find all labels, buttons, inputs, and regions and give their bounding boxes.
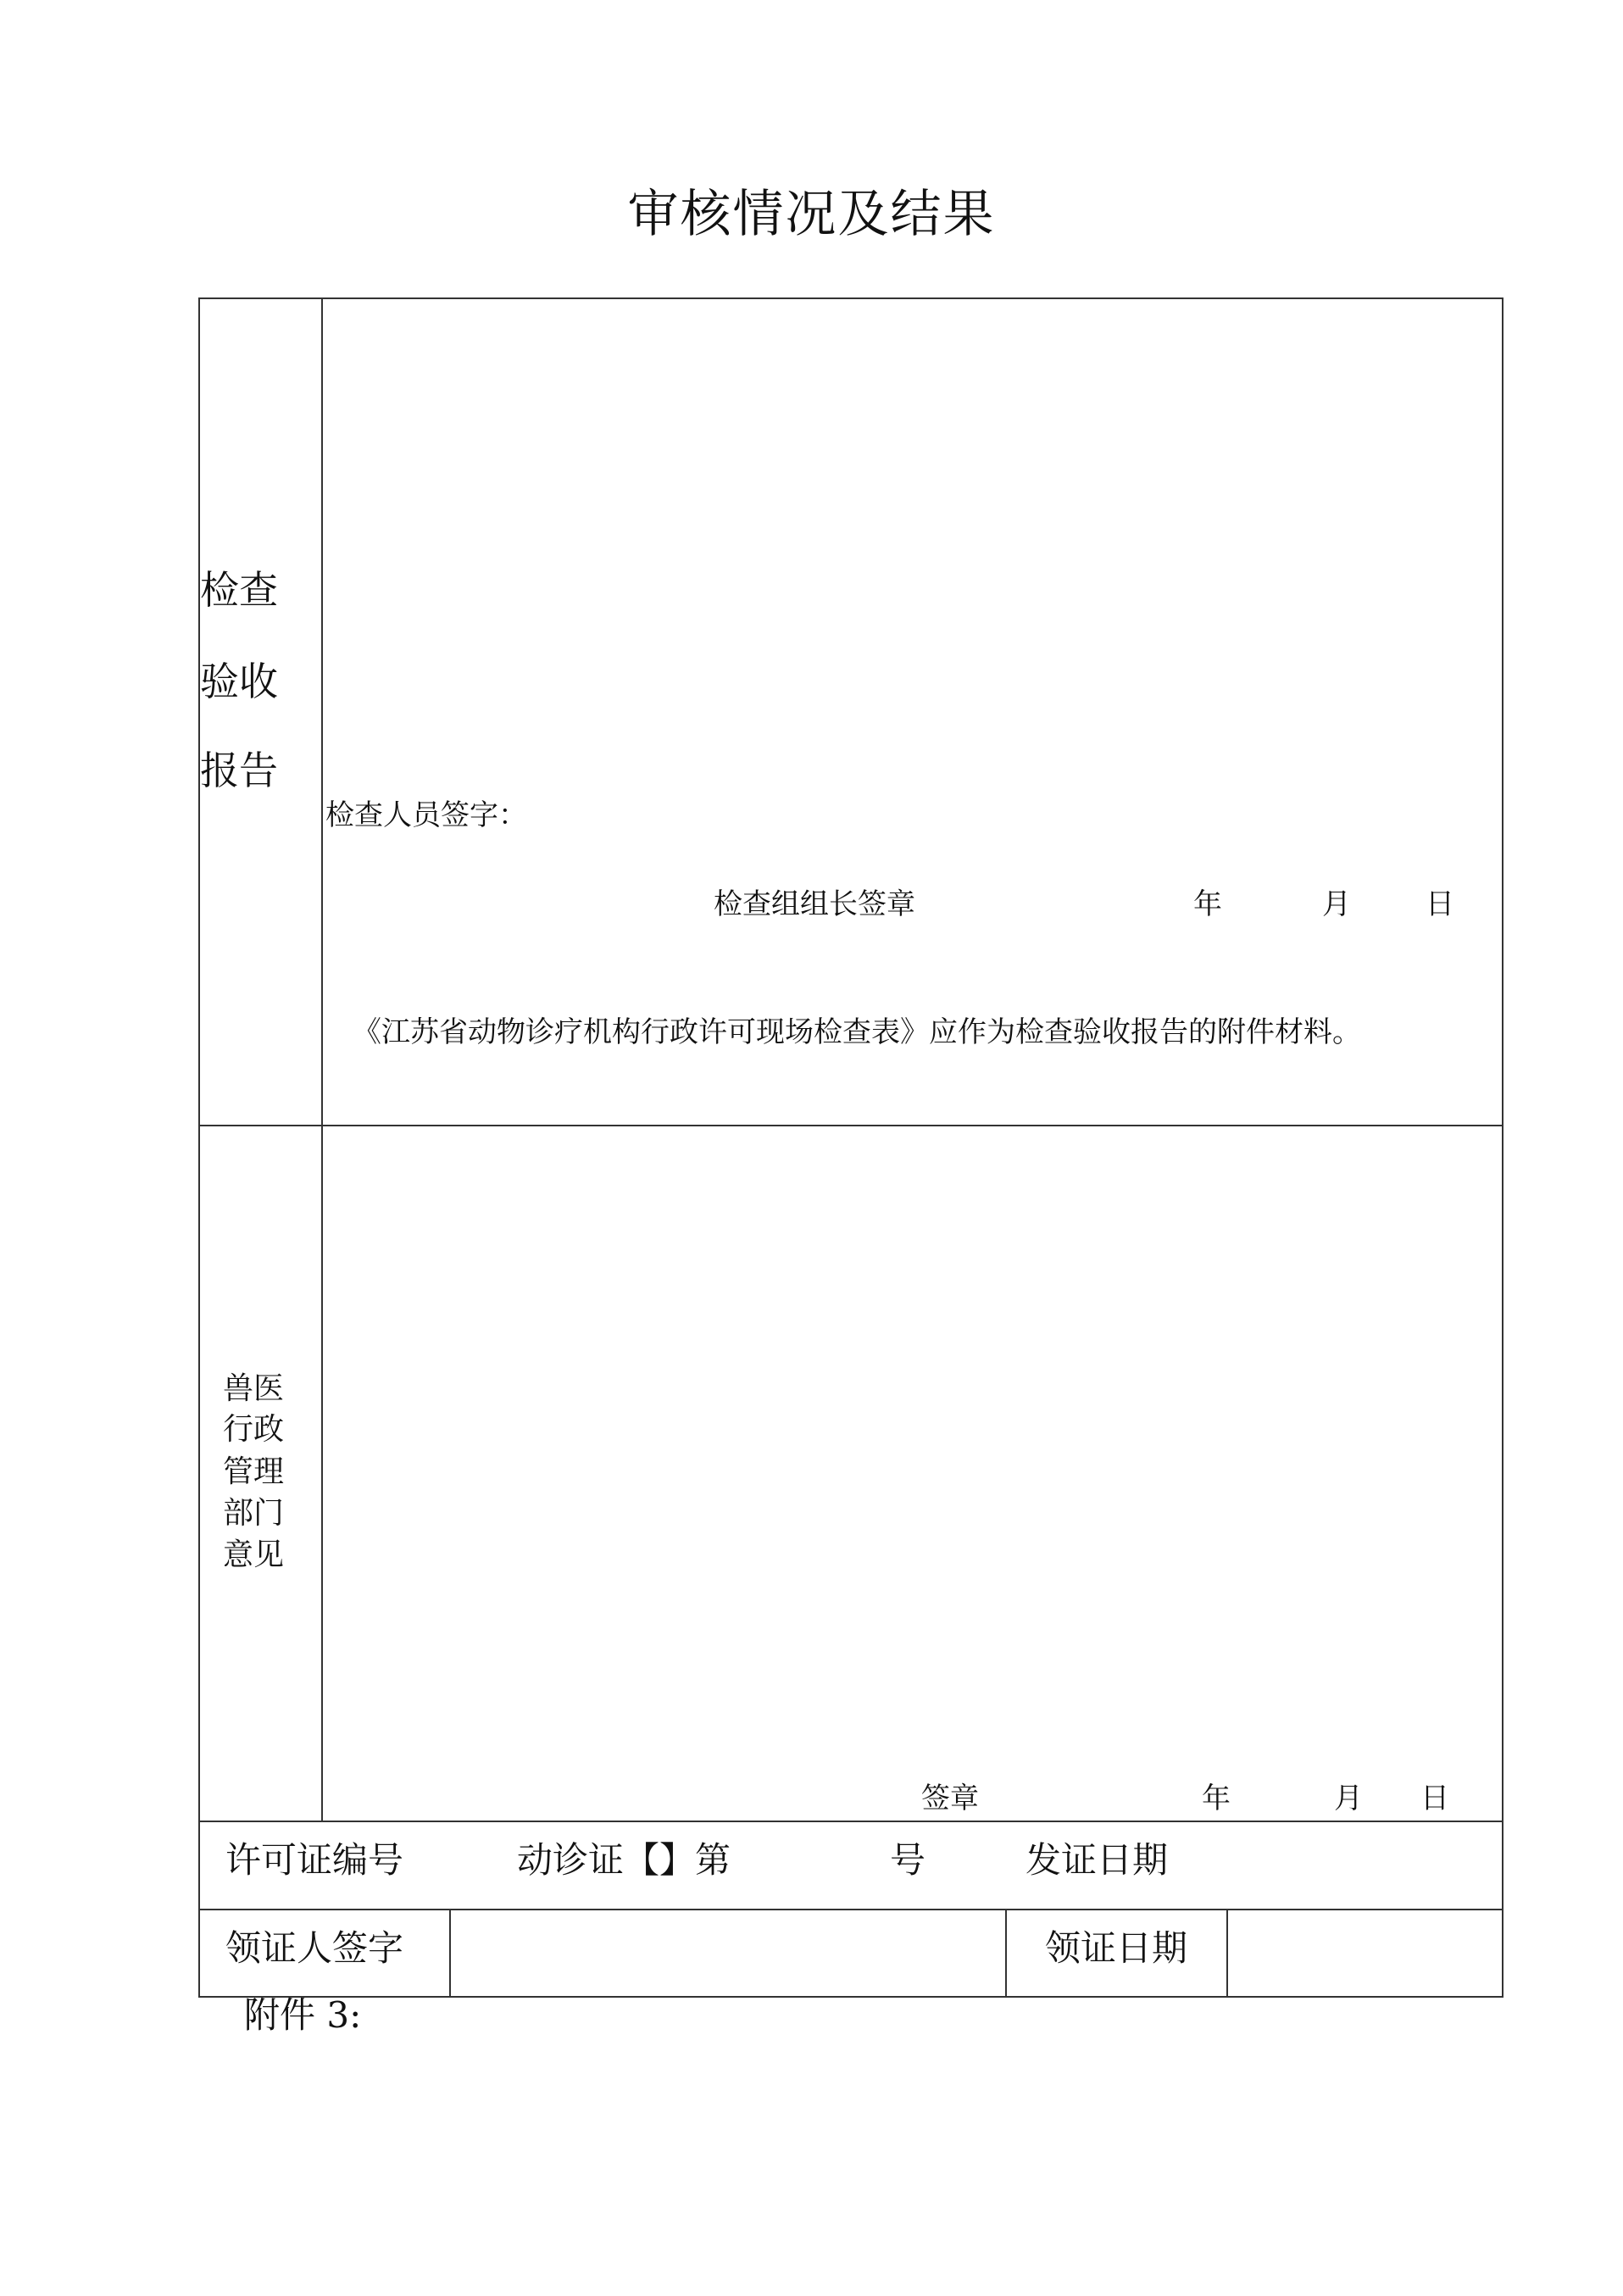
table-border-row1 xyxy=(198,1125,1503,1126)
label-column-divider xyxy=(321,297,323,1822)
license-number-label: 许可证编号 xyxy=(225,1839,404,1881)
inspection-label-line-2: 验收 xyxy=(200,659,278,704)
table-border-right xyxy=(1502,297,1503,1998)
inspection-label-line-1: 检查 xyxy=(200,567,278,613)
opinion-day-label: 日 xyxy=(1420,1782,1449,1815)
attachment-label: 附件 3: xyxy=(244,1994,362,2036)
opinion-label-line-1: 兽医 xyxy=(223,1371,285,1406)
table-border-left xyxy=(198,297,200,1998)
opinion-month-label: 月 xyxy=(1334,1782,1363,1815)
table-border-row2 xyxy=(198,1821,1503,1822)
inspector-signature-label: 检查人员签字： xyxy=(325,798,527,832)
inspection-label-line-3: 报告 xyxy=(200,748,278,793)
receiver-divider-2 xyxy=(1005,1909,1007,1998)
cert-number-suffix: 号 xyxy=(890,1839,926,1881)
receiver-divider-1 xyxy=(449,1909,451,1998)
receiver-date-label: 领证日期 xyxy=(1045,1927,1188,1969)
opinion-year-label: 年 xyxy=(1202,1782,1231,1815)
receiver-divider-3 xyxy=(1226,1909,1228,1998)
leader-seal-label: 检查组组长签章 xyxy=(714,887,915,921)
opinion-seal-label: 签章 xyxy=(921,1782,979,1815)
page-title: 审核情况及结果 xyxy=(627,185,996,244)
inspection-day-label: 日 xyxy=(1426,887,1454,921)
inspection-year-label: 年 xyxy=(1193,887,1222,921)
issue-date-label: 发证日期 xyxy=(1025,1839,1169,1881)
opinion-label-line-5: 意见 xyxy=(223,1537,285,1572)
opinion-label-line-2: 行政 xyxy=(223,1412,285,1447)
opinion-label-line-3: 管理 xyxy=(223,1454,285,1489)
attachment-note: 《江苏省动物诊疗机构行政许可现场检查表》应作为检查验收报告的附件材料。 xyxy=(353,1015,1361,1049)
inspection-month-label: 月 xyxy=(1322,887,1351,921)
receiver-signature-label: 领证人签字 xyxy=(225,1927,404,1969)
opinion-label-line-4: 部门 xyxy=(223,1496,285,1531)
cert-number-prefix: 动诊证【】第 xyxy=(517,1839,731,1881)
table-border-top xyxy=(198,297,1503,299)
table-border-row3 xyxy=(198,1909,1503,1910)
table-border-bottom xyxy=(198,1996,1503,1998)
